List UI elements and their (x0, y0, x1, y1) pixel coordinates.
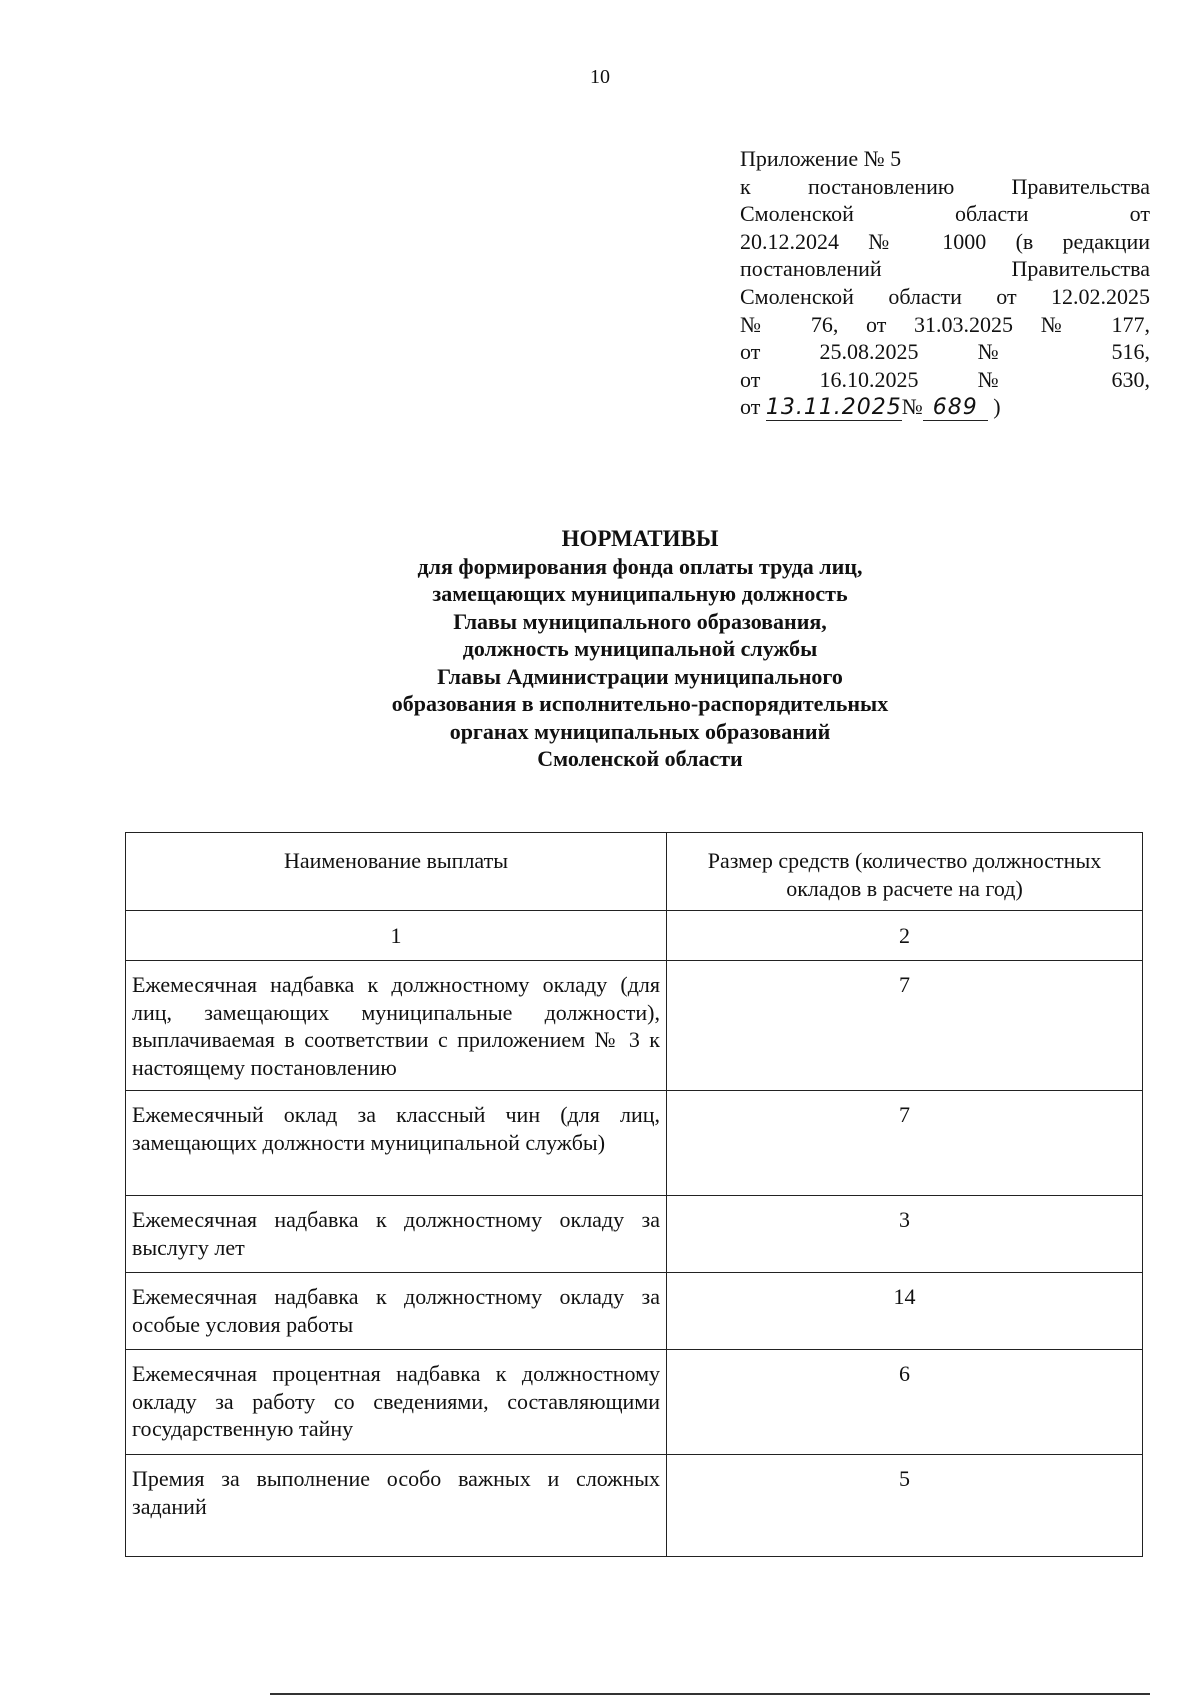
appendix-word: 25.08.2025 (819, 339, 919, 365)
appendix-word: 12.02.2025 (1051, 283, 1151, 309)
title-line: замещающих муниципальную должность (432, 581, 848, 606)
appendix-word: 76, (810, 311, 839, 337)
payment-amount: 3 (667, 1196, 1143, 1273)
appendix-line (740, 338, 1150, 366)
column-number: 2 (667, 911, 1143, 961)
appendix-word: от (866, 311, 887, 337)
appendix-word: 516, (1111, 339, 1151, 365)
payment-name: Ежемесячная надбавка к должностному окладу (для лиц, замещающих муниципальные должности), выплачиваемая в соответствии с приложением № 3 к настоящему постановлению (126, 961, 667, 1091)
table-row (126, 1273, 1143, 1350)
table-row (126, 1196, 1143, 1273)
table-header-amount: Размер средств (количество должностных окладов в расчете на год) (667, 833, 1143, 911)
appendix-word: № 1000 (в редакции (868, 228, 1151, 254)
appendix-word: от (740, 394, 761, 420)
appendix-line (740, 283, 1150, 311)
appendix-word: 177, (1111, 311, 1151, 337)
appendix-line (740, 200, 1150, 228)
norms-table (125, 832, 1143, 1557)
table-header-row (126, 833, 1143, 911)
appendix-reference (740, 145, 1150, 421)
payment-name: Ежемесячный оклад за классный чин (для лиц, замещающих должности муниципальной службы) (126, 1091, 667, 1196)
appendix-word: области (888, 283, 962, 309)
appendix-word: № (977, 339, 1053, 365)
appendix-word: № (1040, 311, 1084, 337)
title-line: Смоленской области (537, 746, 743, 771)
appendix-word: от (1129, 201, 1150, 227)
table-row (126, 1091, 1143, 1196)
appendix-line (740, 228, 1150, 256)
title-line: должность муниципальной службы (462, 636, 818, 661)
title-line: органах муниципальных образований (449, 718, 831, 744)
appendix-line (740, 173, 1150, 201)
appendix-word: № (740, 311, 784, 337)
appendix-line (740, 311, 1150, 339)
payment-amount: 5 (667, 1455, 1143, 1557)
appendix-last-line (740, 393, 1150, 421)
handwritten-date: 13.11.2025 (765, 395, 902, 421)
payment-name: Ежемесячная процентная надбавка к должностному окладу за работу со сведениями, составляющими государственную тайну (126, 1350, 667, 1455)
appendix-word: от (740, 366, 761, 392)
appendix-line (740, 255, 1150, 283)
appendix-word: № (901, 394, 923, 420)
table-row (126, 1455, 1143, 1557)
appendix-word: Приложение № 5 (740, 146, 902, 171)
appendix-word: Смоленской (740, 201, 854, 227)
bottom-divider (270, 1693, 1150, 1695)
appendix-line (740, 145, 1150, 173)
appendix-word: 31.03.2025 (914, 311, 1014, 337)
payment-amount: 7 (667, 1091, 1143, 1196)
column-number-row (126, 911, 1143, 961)
document-title (0, 525, 1200, 773)
payment-amount: 14 (667, 1273, 1143, 1350)
appendix-word: ) (993, 394, 1001, 420)
handwritten-number: 689 (923, 395, 988, 421)
page-number: 10 (590, 66, 610, 88)
column-number: 1 (126, 911, 667, 961)
appendix-word: 20.12.2024 (740, 228, 839, 254)
appendix-word: области (955, 201, 1029, 227)
title-line: Главы муниципального образования, (453, 608, 827, 634)
payment-name: Премия за выполнение особо важных и сложных заданий (126, 1455, 667, 1557)
appendix-word: к (740, 173, 751, 199)
payment-amount: 7 (667, 961, 1143, 1091)
title-main: НОРМАТИВЫ (561, 526, 719, 551)
appendix-word: № (977, 366, 1053, 392)
payment-amount: 6 (667, 1350, 1143, 1455)
table-row (126, 961, 1143, 1091)
payment-name: Ежемесячная надбавка к должностному окладу за особые условия работы (126, 1273, 667, 1350)
appendix-word: Правительства (1011, 173, 1150, 199)
table-row (126, 1350, 1143, 1455)
appendix-word: от (740, 339, 761, 365)
title-line: для формирования фонда оплаты труда лиц, (417, 553, 863, 579)
appendix-word: 16.10.2025 (819, 366, 919, 392)
appendix-line (740, 366, 1150, 394)
appendix-word: Правительства (1011, 256, 1150, 282)
appendix-word: 630, (1111, 366, 1151, 392)
appendix-word: постановлению (807, 173, 955, 199)
appendix-word: Смоленской (740, 283, 854, 309)
payment-name: Ежемесячная надбавка к должностному окладу за выслугу лет (126, 1196, 667, 1273)
appendix-word: от (996, 283, 1017, 309)
table-header-name: Наименование выплаты (126, 833, 667, 911)
appendix-word: постановлений (740, 256, 882, 282)
title-line: Главы Администрации муниципального (437, 663, 843, 689)
title-line: образования в исполнительно-распорядительных (391, 691, 889, 716)
